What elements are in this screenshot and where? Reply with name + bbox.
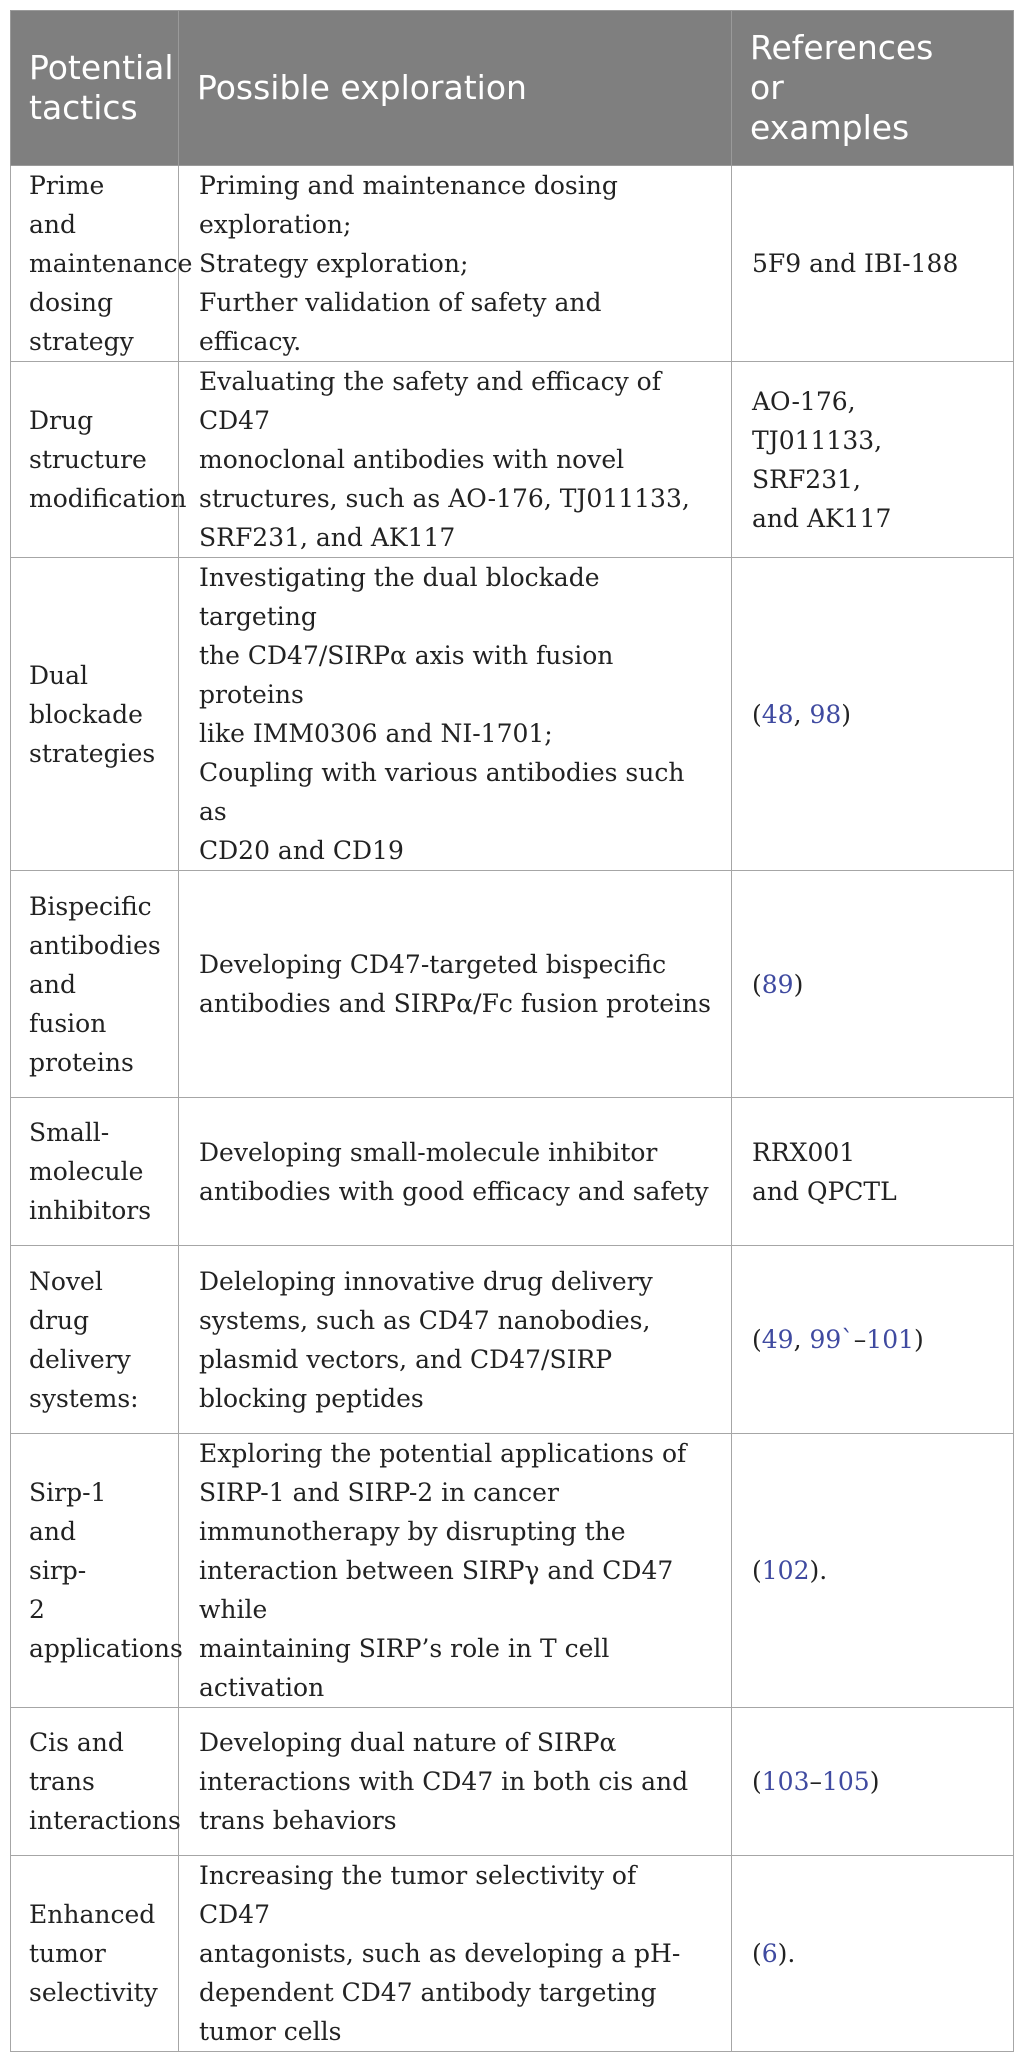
ref-link-6[interactable]: 6 (761, 1939, 778, 1968)
table-row (11, 1856, 1014, 2052)
table-header-row (11, 11, 1014, 166)
ref-open: ( (752, 1939, 762, 1968)
ref-link-98[interactable]: 98 (809, 699, 842, 729)
ref-close: ) (841, 699, 852, 729)
exploration-cell: Developing dual nature of SIRPα interactions with CD47 in both cis and trans behaviors (179, 1708, 732, 1856)
ref-close: ) (793, 969, 804, 999)
exploration-cell: Investigating the dual blockade targeting the CD47/SIRPα axis with fusion proteins like IMM0306 and NI-1701; Coupling with various antibodies such as CD20 and CD19 (179, 558, 732, 871)
ref-close: ) (914, 1325, 924, 1354)
reference-cell: AO-176, TJ011133, SRF231, and AK117 (732, 362, 1014, 558)
exploration-cell: Priming and maintenance dosing exploration; Strategy exploration; Further validation of safety and efficacy. (179, 166, 732, 362)
ref-link-89[interactable]: 89 (761, 969, 794, 999)
ref-dash: – (809, 1767, 822, 1796)
ref-link-103[interactable]: 103 (761, 1767, 810, 1796)
ref-sep: , (793, 699, 810, 729)
exploration-cell: Exploring the potential applications of SIRP-1 and SIRP-2 in cancer immunotherapy by disrupting the interaction between SIRPγ and CD47 while maintaining SIRP’s role in T cell activation (179, 1434, 732, 1708)
exploration-cell: Developing small-molecule inhibitor antibodies with good efficacy and safety (179, 1098, 732, 1246)
tactics-table (10, 10, 1014, 2052)
reference-cell (732, 1856, 1014, 2052)
ref-close: ) (869, 1767, 880, 1796)
tactic-cell: Novel drug delivery systems: (11, 1246, 179, 1434)
ref-open: ( (752, 1325, 762, 1354)
table-row (11, 1434, 1014, 1708)
table-row (11, 1098, 1014, 1246)
table-row (11, 558, 1014, 871)
ref-open: ( (752, 969, 762, 999)
tactic-cell: Prime and maintenance dosing strategy (11, 166, 179, 362)
table-row (11, 1708, 1014, 1856)
ref-close: ). (809, 1556, 828, 1585)
ref-dash: – (853, 1325, 867, 1354)
header-references: References or examples (732, 11, 1014, 166)
ref-link-101[interactable]: 101 (866, 1325, 915, 1354)
exploration-cell: Increasing the tumor selectivity of CD47 antagonists, such as developing a pH- dependent CD47 antibody targeting tumor cells (179, 1856, 732, 2052)
tactic-cell: Small- molecule inhibitors (11, 1098, 179, 1246)
tactic-cell: Drug structure modification (11, 362, 179, 558)
ref-link-49[interactable]: 49 (761, 1325, 794, 1354)
table-row (11, 362, 1014, 558)
tactic-cell: Sirp-1 and sirp- 2 applications (11, 1434, 179, 1708)
tactic-cell: Enhanced tumor selectivity (11, 1856, 179, 2052)
ref-close: ). (777, 1939, 796, 1968)
ref-open: ( (752, 1556, 762, 1585)
ref-link-102[interactable]: 102 (761, 1556, 810, 1585)
tactic-cell: Dual blockade strategies (11, 558, 179, 871)
table-row (11, 1246, 1014, 1434)
table-row (11, 166, 1014, 362)
ref-sep: , (793, 1325, 810, 1354)
reference-cell (732, 558, 1014, 871)
reference-cell: RRX001 and QPCTL (732, 1098, 1014, 1246)
ref-link-48[interactable]: 48 (761, 699, 794, 729)
ref-link-99[interactable]: 99` (809, 1325, 854, 1354)
header-possible-exploration: Possible exploration (179, 11, 732, 166)
exploration-cell: Deleloping innovative drug delivery systems, such as CD47 nanobodies, plasmid vectors, and CD47/SIRP blocking peptides (179, 1246, 732, 1434)
reference-cell (732, 871, 1014, 1098)
header-potential-tactics: Potential tactics (11, 11, 179, 166)
exploration-cell: Evaluating the safety and efficacy of CD47 monoclonal antibodies with novel structures, such as AO-176, TJ011133, SRF231, and AK117 (179, 362, 732, 558)
ref-open: ( (752, 699, 762, 729)
exploration-cell: Developing CD47-targeted bispecific antibodies and SIRPα/Fc fusion proteins (179, 871, 732, 1098)
reference-cell (732, 1708, 1014, 1856)
tactic-cell: Cis and trans interactions (11, 1708, 179, 1856)
table-row (11, 871, 1014, 1098)
ref-open: ( (752, 1767, 762, 1796)
reference-cell: 5F9 and IBI-188 (732, 166, 1014, 362)
ref-link-105[interactable]: 105 (821, 1767, 870, 1796)
reference-cell (732, 1434, 1014, 1708)
tactic-cell: Bispecific antibodies and fusion proteins (11, 871, 179, 1098)
reference-cell (732, 1246, 1014, 1434)
